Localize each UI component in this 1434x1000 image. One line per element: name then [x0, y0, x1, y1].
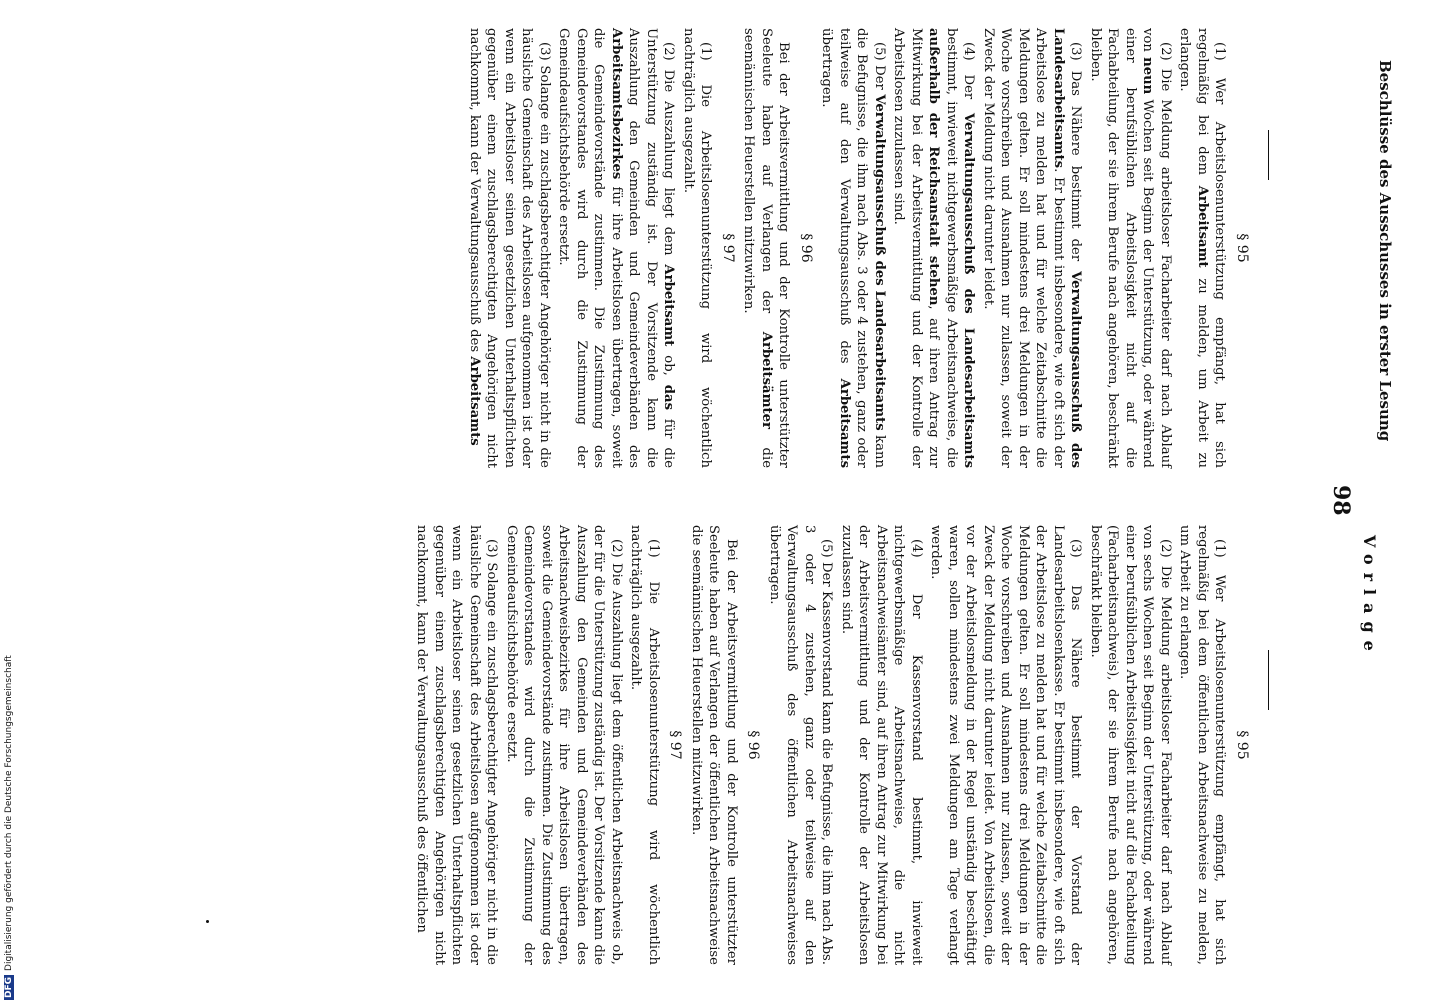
digitization-footer: [4, 0, 18, 1000]
paragraph: (3) Das Nähere bestimmt der Verwaltungsausschuß des Landesarbeitsamts. Er bestimmt insbesondere, wie oft sich der Arbeitslose zu melden hat und für welche Zeitabschnitte die Meldungen gelten. Er soll mindestens drei Meldungen in der Woche vorschreiben und Ausnahmen nur zulassen, soweit der Zweck der Meldung nicht darunter leidet.: [981, 28, 1084, 468]
paragraph: (3) Solange ein zuschlagsberechtigter Angehöriger nicht in die häusliche Gemeinschaft des Arbeitslosen aufgenommen ist oder wenn ein Arbeitsloser seinen gesetzlichen Unterhaltspflichten gegenüber einem zuschlagsberechtigten Angehörigen nicht nachkommt, kann der Verwaltungsausschuß des Arbeitsamts: [467, 28, 552, 468]
section-heading-97: § 97: [720, 233, 736, 263]
paragraph: (4) Der Verwaltungsausschuß des Landesarbeitsamts bestimmt, inwieweit nichtgewerbsmäßige Arbeitsnachweise, die außerhalb der Reichsanstalt stehen, auf ihren Antrag zur Mitwirkung bei der Arbeitsvermittlung und der Kontrolle der Arbeitslosen zuzulassen sind.: [891, 28, 977, 469]
paragraph: (2) Die Auszahlung liegt dem Arbeitsamt ob, das für die Unterstützung zuständig ist. Der Vorsitzende kann die Auszahlung den Gemeinden und Gemeindeverbänden des Arbeitsamtsbezirkes für ihre Arbeitslosen übertragen, soweit die Gemeindevorstände zustimmen. Die Zustimmung des Gemeindevorstandes wird durch die Zustimmung der Gemeindeaufsichtsbehörde ersetzt.: [556, 28, 677, 469]
paragraph: (1) Die Arbeitslosenunterstützung wird wöchentlich nachträglich ausgezahlt.: [681, 28, 714, 468]
paragraph: (2) Die Meldung arbeitsloser Facharbeiter darf nach Ablauf von neun Wochen seit Beginn der Unterstützung, oder während einer berufsüblichen Arbeitslosigkeit nicht auf die Fachabteilung, der sie ihrem Berufe nach angehören, beschränkt bleiben.: [1088, 28, 1173, 468]
title-rule-left: [1268, 650, 1269, 710]
column-vorlage: [411, 525, 1254, 965]
left-column-title: Vorlage: [1360, 535, 1379, 659]
paragraph: (5) Der Verwaltungsausschuß des Landesarbeitsamts kann die Befugnisse, die ihm nach Abs. 3 oder 4 zustehen, ganz oder teilweise auf den Verwaltungsausschuß des Arbeitsamts übertragen.: [819, 28, 887, 468]
speck-mark: [206, 920, 209, 923]
paragraph: (1) Wer Arbeitslosenunterstützung empfängt, hat sich regelmäßig bei dem Arbeitsamt zu melden, um Arbeit zu erlangen.: [1177, 28, 1228, 469]
section-heading-95: § 95: [1234, 233, 1250, 263]
paragraph: (2) Die Auszahlung liegt dem öffentlichen Arbeitsnachweis ob, der für die Unterstützung zuständig ist. Der Vorsitzende kann die Auszahlung den Gemeinden und Gemeindeverbänden des Arbeitsnachweisbezirkes für ihre Arbeitslosen übertragen, soweit die Gemeindevorstände zustimmen. Die Zustimmung des Gemeindevorstandes wird durch die Zustimmung der Gemeindeaufsichtsbehörde ersetzt.: [504, 525, 624, 965]
paragraph: (5) Der Kassenvorstand kann die Befugnisse, die ihm nach Abs. 3 oder 4 zustehen, ganz oder teilweise auf den Verwaltungsausschuß des öffentlichen Arbeitsnachweises übertragen.: [767, 525, 835, 965]
paragraph: (2) Die Meldung arbeitsloser Facharbeiter darf nach Ablauf von sechs Wochen seit Beginn der Unterstützung, oder während einer berufsüblichen Arbeitslosigkeit nicht auf die Fachabteilung (Facharbeitsnachweis), der sie ihrem Berufe nach angehören, beschränkt bleiben.: [1088, 525, 1173, 965]
section-heading-96: § 96: [798, 233, 814, 263]
paragraph: (3) Das Nähere bestimmt der Vorstand der Landesarbeitslosenkasse. Er bestimmt insbesondere, wie oft sich der Arbeitslose zu melden hat und für welche Zeitabschnitte die Meldungen gelten. Er soll mindestens drei Meldungen in der Woche vorschreiben und Ausnahmen nur zulassen, soweit der Zweck der Meldung nicht darunter leidet. Von Arbeitslosen, die vor der Arbeitslosmeldung in der Regel unständig beschäftigt waren, sollen mindestens zwei Meldungen am Tage verlangt werden.: [928, 525, 1084, 965]
paragraph: Bei der Arbeitsvermittlung und der Kontrolle unterstützter Seeleute haben auf Verlangen der öffentlichen Arbeitsnachweise die seemännischen Heuerstellen mitzuwirken.: [689, 525, 739, 965]
section-heading-97: § 97: [667, 730, 684, 760]
section-heading-96: § 96: [745, 730, 762, 760]
paragraph: (3) Solange ein zuschlagsberechtigter Angehöriger nicht in die häusliche Gemeinschaft des Arbeitslosen aufgenommen ist oder wenn ein Arbeitsloser seinen gesetzlichen Unterhaltspflichten gegenüber einem zuschlagsberechtigten Angehörigen nicht nachkommt, kann der Verwaltungsausschuß des öffentlichen: [414, 525, 500, 965]
paragraph: Bei der Arbeitsvermittlung und der Kontrolle unterstützter Seeleute haben auf Verlangen der Arbeitsämter die seemännischen Heuerstellen mitzuwirken.: [741, 28, 792, 468]
dfg-logo-icon: DFG: [4, 976, 14, 998]
column-ausschuss-beschluesse: [464, 28, 1255, 468]
page-number: 98: [1328, 485, 1354, 516]
right-column-title: Beschlüsse des Ausschusses in erster Lesung: [1376, 60, 1394, 442]
paragraph: (1) Wer Arbeitslosenunterstützung empfängt, hat sich regelmäßig bei dem öffentlichen Arbeitsnachweise zu melden, um Arbeit zu erlangen.: [1177, 525, 1228, 965]
section-heading-95: § 95: [1234, 730, 1250, 760]
title-rule-right: [1268, 130, 1269, 180]
footer-credit-text: Digitalisierung gefördert durch die Deutsche Forschungsgemeinschaft: [4, 655, 14, 971]
paragraph: (4) Der Kassenvorstand bestimmt, inwieweit nichtgewerbsmäßige Arbeitsnachweise, die nicht Arbeitsnachweisämter sind, auf ihren Antrag zur Mitwirkung bei der Arbeitsvermittlung und der Kontrolle der Arbeitslosen zuzulassen sind.: [839, 525, 924, 965]
paragraph: (1) Die Arbeitslosenunterstützung wird wöchentlich nachträglich ausgezahlt.: [628, 525, 661, 965]
